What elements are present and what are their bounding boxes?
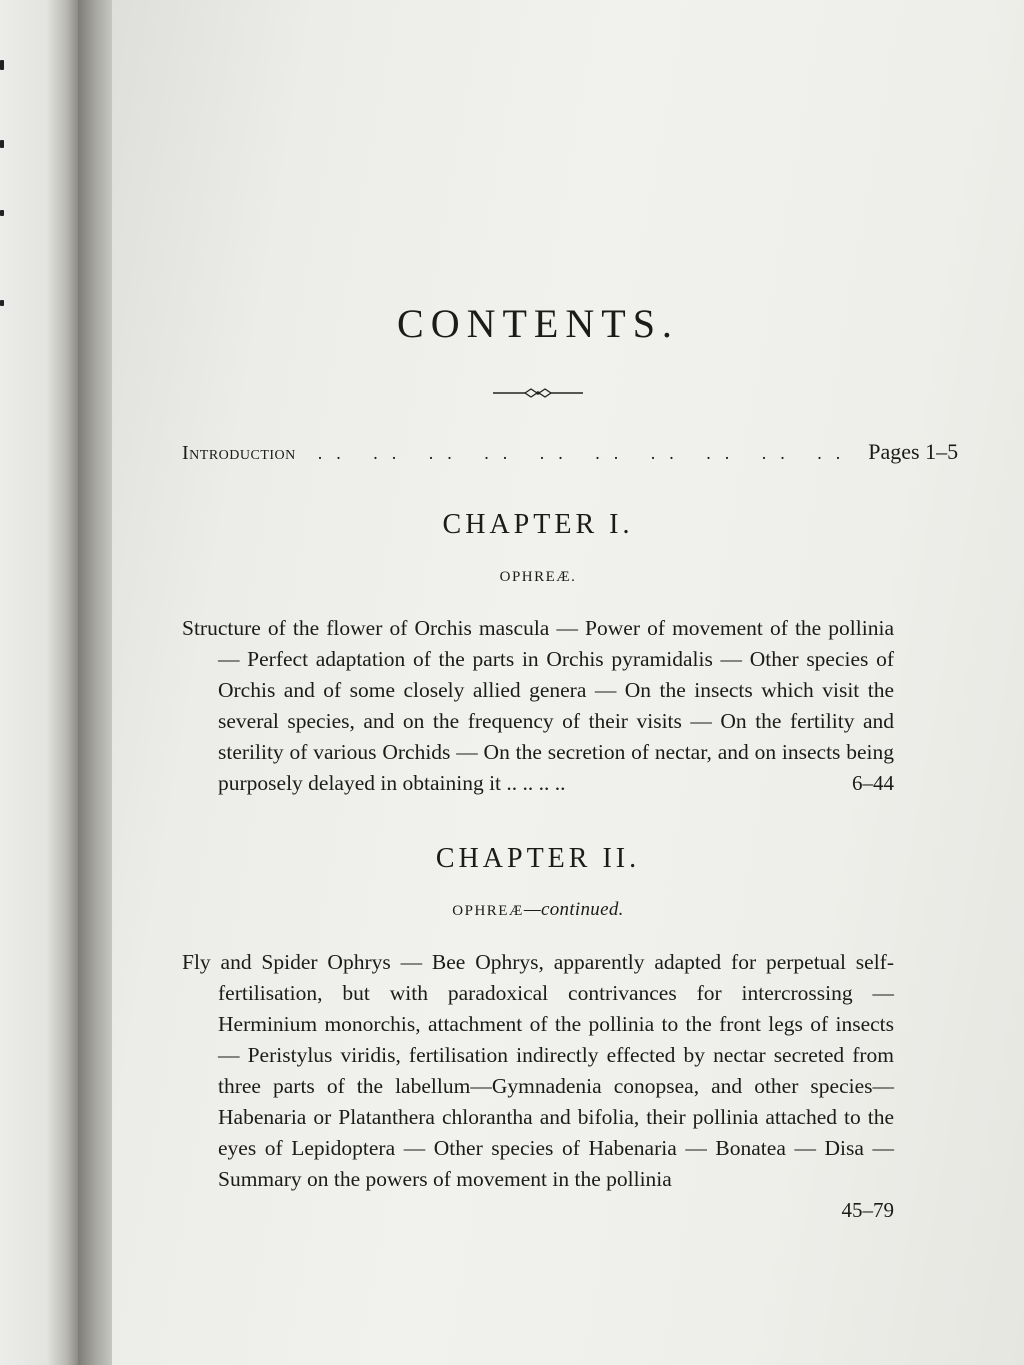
chapter-pages: 45–79 [841,1198,894,1222]
chapter-heading: CHAPTER I. [442,509,634,540]
contents-section [182,300,959,1270]
chapter-subtitle-suffix: —continued. [523,899,624,920]
chapter-subtitle [182,899,894,921]
dot-leader: .. .. .. .. .. .. .. .. .. .. [317,443,855,463]
book-page [112,0,1024,1365]
chapter-heading: CHAPTER II. [435,843,641,874]
chapter-subtitle-text: OPHREÆ [452,903,524,919]
introduction-pages: Pages 1–5 [868,439,959,464]
chapter-subtitle-text: OPHREÆ. [499,569,577,585]
chapter-summary: Structure of the flower of Orchis mascula — Power of movement of the pollinia — Perfect adaptation of the parts in Orchis pyramidalis — Other species of Orchis and of some closely allied genera — On the insects which visit the several species, and on the frequency of their visits — On the fertility and sterility of various Orchids — On the secretion of nectar, and on insects being purposely delayed in obtaining it .. .. .. .. [182,616,894,795]
introduction-entry [182,439,959,465]
chapter-entry [182,843,894,1226]
contents-title: CONTENTS. [397,301,679,346]
chapter-subtitle [182,565,894,587]
introduction-label: Introduction [182,442,296,464]
ornament-divider [493,387,583,399]
chapter-summary: Fly and Spider Ophrys — Bee Ophrys, apparently adapted for perpetual self-fertilisation, but with paradoxical contrivances for intercrossing — Herminium monorchis, attachment of the pollinia to the front legs of insects — Peristylus viridis, fertilisation indirectly effected by nectar secreted from three parts of the labellum—Gymnadenia conopsea, and other species—Habenaria or Platanthera chlorantha and bifolia, their pollinia attached to the eyes of Lepidoptera — Other species of Habenaria — Bonatea — Disa — Summary on the powers of movement in the pollinia [182,950,894,1191]
chapter-entry [182,509,894,799]
facing-page-edge [0,0,78,1365]
chapter-pages: 6–44 [852,771,894,795]
